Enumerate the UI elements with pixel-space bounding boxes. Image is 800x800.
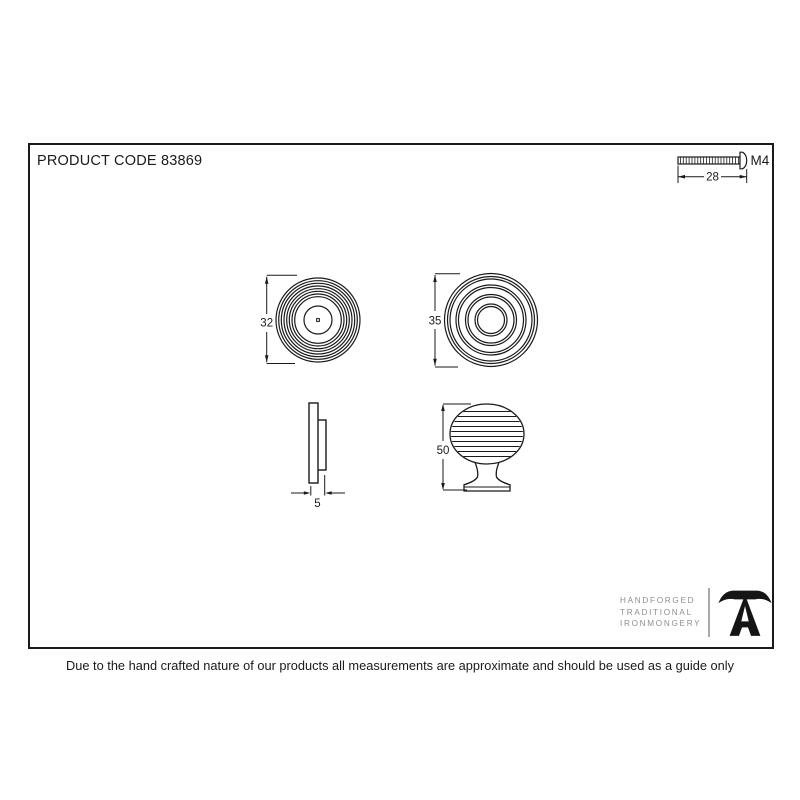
dim-arrow-right [740,175,747,179]
rose-front-plate [309,403,318,483]
knob-top-view-drawing [425,262,545,374]
brand-divider [708,588,710,637]
knob-diameter-label: 35 [428,315,442,328]
dim-arrow-top [433,275,437,282]
screw-length-label: 28 [706,171,719,184]
dim-arrow-bottom [265,355,269,362]
knob-side-view-drawing [430,398,540,510]
dim-arrow-top [441,404,445,411]
rose-diameter-label: 32 [260,317,274,330]
rose-top-view-drawing [250,266,372,372]
knob-ball [450,404,524,464]
rose-thickness-label: 5 [314,498,321,510]
knob-height-label: 50 [436,445,450,457]
screw-thread-hatch [680,157,738,163]
dim-arrow-bottom [441,483,445,490]
dim-arrow-right [325,491,332,495]
product-code-label: PRODUCT CODE 83869 [37,153,203,169]
knob-concentric-rings [445,274,538,367]
screw-drawing [670,147,775,192]
brand-tagline-line1: HANDFORGED [620,596,696,606]
brand-tagline-line3: IRONMONGERY [620,619,702,629]
dim-arrow-left [304,491,311,495]
screw-head [740,152,747,169]
brand-tagline [620,595,701,629]
rose-concentric-rings [276,278,360,362]
anvil-logo-icon [717,586,773,639]
dim-arrow-left [678,175,685,179]
screw-size-label: M4 [750,152,770,168]
rose-center-hole [317,319,320,322]
brand-block [620,586,773,639]
drawing-frame-border [28,143,774,649]
disclaimer-text: Due to the hand crafted nature of our products all measurements are approximate and should be used as a guide only [66,658,734,673]
brand-tagline-line2: TRADITIONAL [620,607,693,617]
rose-side-view-drawing [285,400,355,512]
dim-arrow-top [265,277,269,284]
dim-arrow-bottom [433,359,437,366]
